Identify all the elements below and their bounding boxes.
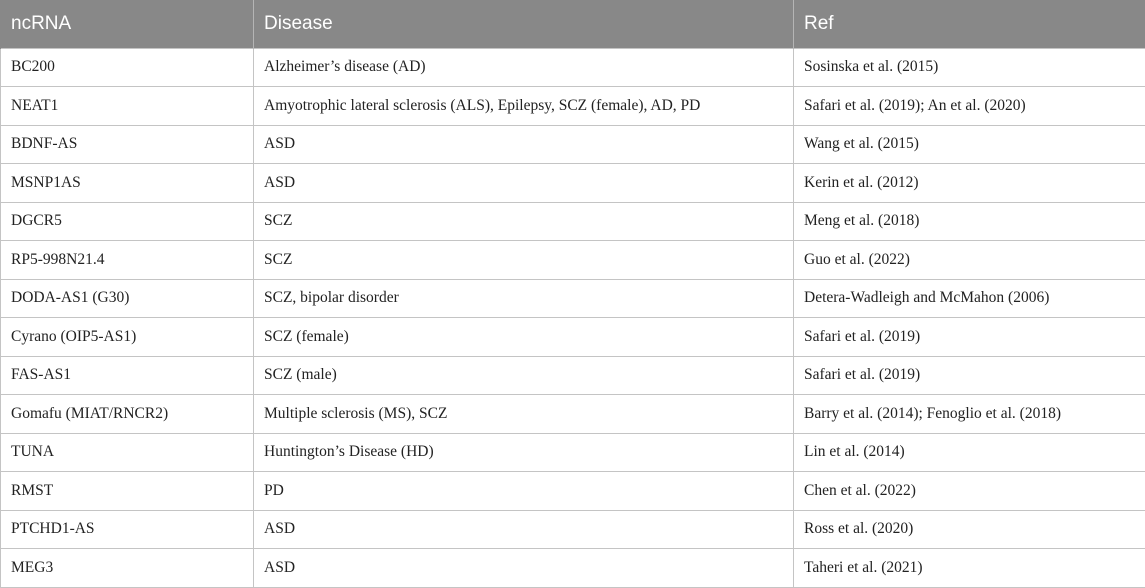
disease-cell: Multiple sclerosis (MS), SCZ [254,395,794,434]
disease-cell: Alzheimer’s disease (AD) [254,48,794,87]
table-row [1,125,1145,164]
ncrna-cell: NEAT1 [1,87,254,126]
ncrna-cell: Cyrano (OIP5-AS1) [1,318,254,357]
disease-cell: ASD [254,125,794,164]
ncrna-cell: BC200 [1,48,254,87]
header-row [1,0,1145,48]
table-row [1,164,1145,203]
disease-cell: ASD [254,510,794,549]
ncrna-cell: RMST [1,472,254,511]
ref-cell: Guo et al. (2022) [794,241,1145,280]
ref-cell: Kerin et al. (2012) [794,164,1145,203]
table-row [1,202,1145,241]
ncrna-cell: DODA-AS1 (G30) [1,279,254,318]
table-row [1,279,1145,318]
table-row [1,395,1145,434]
ref-cell: Chen et al. (2022) [794,472,1145,511]
ncrna-cell: MSNP1AS [1,164,254,203]
ncrna-cell: TUNA [1,433,254,472]
ref-cell: Safari et al. (2019) [794,318,1145,357]
header-disease: Disease [254,0,794,48]
table-row [1,241,1145,280]
disease-cell: SCZ [254,202,794,241]
ref-cell: Detera-Wadleigh and McMahon (2006) [794,279,1145,318]
disease-cell: PD [254,472,794,511]
ncrna-cell: MEG3 [1,549,254,588]
ref-cell: Lin et al. (2014) [794,433,1145,472]
table-body [1,48,1145,587]
table-row [1,356,1145,395]
ref-cell: Safari et al. (2019); An et al. (2020) [794,87,1145,126]
ncrna-cell: BDNF-AS [1,125,254,164]
ncrna-cell: PTCHD1-AS [1,510,254,549]
disease-cell: SCZ (male) [254,356,794,395]
table-row [1,87,1145,126]
ncrna-cell: FAS-AS1 [1,356,254,395]
ref-cell: Ross et al. (2020) [794,510,1145,549]
ref-cell: Sosinska et al. (2015) [794,48,1145,87]
ncrna-cell: DGCR5 [1,202,254,241]
table-row [1,510,1145,549]
disease-cell: SCZ, bipolar disorder [254,279,794,318]
disease-cell: ASD [254,164,794,203]
header-ref: Ref [794,0,1145,48]
ref-cell: Meng et al. (2018) [794,202,1145,241]
disease-cell: Huntington’s Disease (HD) [254,433,794,472]
table-row [1,549,1145,588]
table-header [1,0,1145,48]
ref-cell: Barry et al. (2014); Fenoglio et al. (2018) [794,395,1145,434]
header-ncrna: ncRNA [1,0,254,48]
table-row [1,318,1145,357]
ref-cell: Taheri et al. (2021) [794,549,1145,588]
disease-cell: ASD [254,549,794,588]
disease-cell: SCZ (female) [254,318,794,357]
table-row [1,48,1145,87]
table-row [1,472,1145,511]
ncrna-cell: RP5-998N21.4 [1,241,254,280]
ref-cell: Wang et al. (2015) [794,125,1145,164]
disease-cell: SCZ [254,241,794,280]
ncrna-cell: Gomafu (MIAT/RNCR2) [1,395,254,434]
ref-cell: Safari et al. (2019) [794,356,1145,395]
disease-cell: Amyotrophic lateral sclerosis (ALS), Epilepsy, SCZ (female), AD, PD [254,87,794,126]
table-row [1,433,1145,472]
